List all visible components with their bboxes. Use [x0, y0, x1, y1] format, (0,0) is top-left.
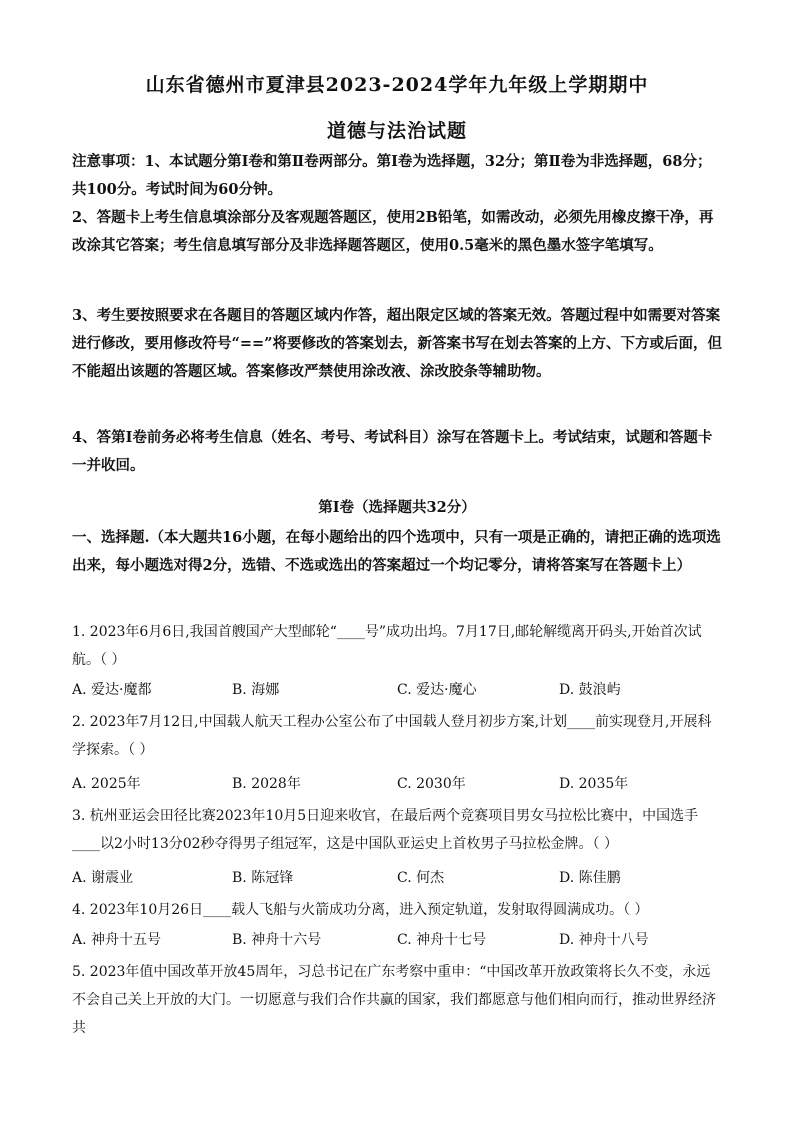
option-a: A. 谢震业 [72, 870, 134, 886]
option-d: D. 鼓浪屿 [559, 682, 621, 698]
section-instruction: 一、选择题.（本大题共16小题，在每小题给出的四个选项中，只有一项是正确的，请把正确的选项选出来，每小题选对得2分，选错、不选或选出的答案超过一个均记零分，请将答案写在答题卡上） [72, 529, 721, 574]
note-1: 注意事项：1、本试题分第Ⅰ卷和第Ⅱ卷两部分。第Ⅰ卷为选择题，32分；第Ⅱ卷为非选择题，68分；共100分。考试时间为60分钟。 [72, 153, 712, 198]
question-1-options [72, 676, 722, 704]
option-a: A. 神舟十五号 [72, 932, 162, 948]
note-2: 2、答题卡上考生信息填涂部分及客观题答题区，使用2B铅笔，如需改动，必须先用橡皮擦干净，再改涂其它答案；考生信息填写部分及非选择题答题区，使用0.5毫米的黑色墨水签字笔填写。 [72, 209, 714, 254]
section-heading: 第Ⅰ卷（选择题共32分） [318, 499, 476, 516]
option-d: D. 陈佳鹏 [559, 870, 621, 886]
option-c: C. 爱达·魔心 [397, 682, 477, 698]
option-c: C. 2030年 [397, 776, 466, 792]
option-b: B. 神舟十六号 [232, 932, 322, 948]
option-b: B. 海娜 [232, 682, 280, 698]
option-a: A. 2025年 [72, 776, 141, 792]
option-b: B. 2028年 [232, 776, 301, 792]
question-2-stem: 2. 2023年7月12日,中国载人航天工程办公室公布了中国载人登月初步方案,计划____前实现登月,开展科学探索。（ ） [72, 714, 712, 758]
question-1-stem: 1. 2023年6月6日,我国首艘国产大型邮轮“____号”成功出坞。7月17日,邮轮解缆离开码头,开始首次试航。（ ） [72, 624, 702, 668]
exam-subtitle: 道德与法治试题 [326, 120, 467, 142]
option-d: D. 2035年 [559, 776, 629, 792]
note-3: 3、考生要按照要求在各题目的答题区域内作答，超出限定区域的答案无效。答题过程中如需要对答案进行修改，要用修改符号“==”将要修改的答案划去，新答案书写在划去答案的上方、下方或后面，但不能超出该题的答题区域。答案修改严禁使用涂改液、涂改胶条等辅助物。 [72, 307, 722, 380]
question-2-options [72, 770, 722, 798]
option-d: D. 神舟十八号 [559, 932, 649, 948]
option-c: C. 何杰 [397, 870, 445, 886]
question-4-options [72, 926, 722, 954]
option-a: A. 爱达·魔都 [72, 682, 152, 698]
question-5-stem: 5. 2023年值中国改革开放45周年，习总书记在广东考察中重申：“中国改革开放政策将长久不变，永远不会自己关上开放的大门。一切愿意与我们合作共赢的国家，我们都愿意与他们相向而行，推动世界经济共 [72, 964, 716, 1036]
note-4: 4、答第Ⅰ卷前务必将考生信息（姓名、考号、考试科目）涂写在答题卡上。考试结束，试题和答题卡一并收回。 [72, 429, 713, 474]
question-3-options [72, 864, 722, 892]
question-3-stem: 3. 杭州亚运会田径比赛2023年10月5日迎来收官，在最后两个竞赛项目男女马拉松比赛中，中国选手____以2小时13分02秒夺得男子组冠军，这是中国队亚运史上首枚男子马拉松金牌。（ ） [72, 808, 699, 852]
option-c: C. 神舟十七号 [397, 932, 487, 948]
question-4-stem: 4. 2023年10月26日____载人飞船与火箭成功分离，进入预定轨道，发射取得圆满成功。（ ） [72, 902, 649, 918]
exam-title: 山东省德州市夏津县2023-2024学年九年级上学期期中 [145, 74, 649, 96]
option-b: B. 陈冠锋 [232, 870, 294, 886]
